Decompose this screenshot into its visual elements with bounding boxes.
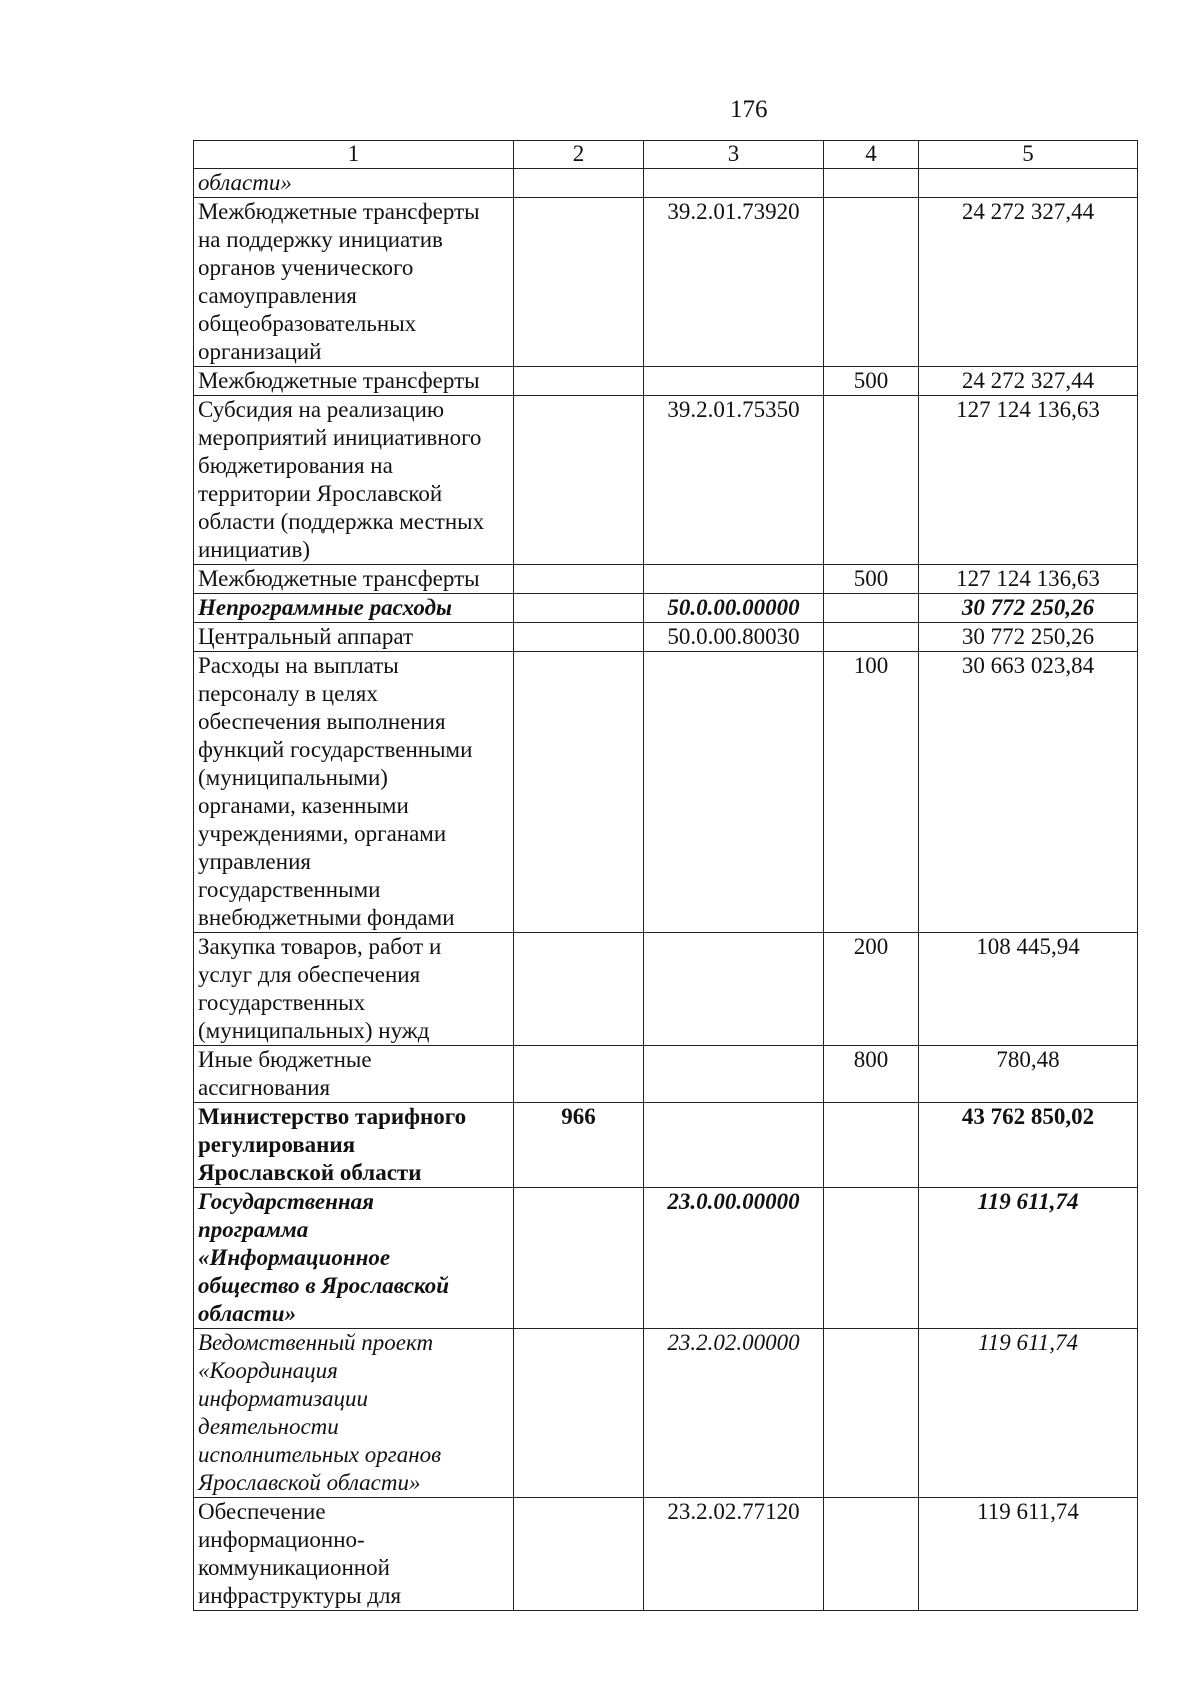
row-name-cell: Министерство тарифного регулирования Ярославской области xyxy=(194,1103,514,1188)
row-name-cell: Государственная программа «Информационное общество в Ярославской области» xyxy=(194,1188,514,1329)
row-department-code-cell xyxy=(514,933,644,1046)
row-department-code-cell xyxy=(514,594,644,623)
row-amount-cell: 108 445,94 xyxy=(919,933,1138,1046)
row-department-code-cell xyxy=(514,367,644,396)
row-department-code-cell: 966 xyxy=(514,1103,644,1188)
row-name-cell: Ведомственный проект «Координация информатизации деятельности исполнительных органов Ярославской области» xyxy=(194,1329,514,1498)
page-number-text: 176 xyxy=(730,96,768,123)
row-target-article-cell: 39.2.01.75350 xyxy=(644,396,824,565)
row-expense-type-cell xyxy=(824,1103,919,1188)
row-name-cell: Субсидия на реализацию мероприятий инициативного бюджетирования на территории Ярославской области (поддержка местных инициатив) xyxy=(194,396,514,565)
table-row xyxy=(194,1188,1138,1329)
table-row xyxy=(194,652,1138,933)
row-expense-type-cell: 800 xyxy=(824,1046,919,1103)
row-amount-cell: 24 272 327,44 xyxy=(919,198,1138,367)
row-department-code-cell xyxy=(514,1329,644,1498)
row-amount-cell: 43 762 850,02 xyxy=(919,1103,1138,1188)
header-cell-5: 5 xyxy=(919,141,1138,169)
row-amount-cell: 30 663 023,84 xyxy=(919,652,1138,933)
row-expense-type-cell xyxy=(824,623,919,652)
row-target-article-cell xyxy=(644,652,824,933)
row-name-cell: Межбюджетные трансферты xyxy=(194,565,514,594)
row-name-cell: Закупка товаров, работ и услуг для обеспечения государственных (муниципальных) нужд xyxy=(194,933,514,1046)
budget-table-body xyxy=(194,141,1138,1611)
row-target-article-cell xyxy=(644,367,824,396)
row-name-cell: Обеспечение информационно- коммуникационной инфраструктуры для xyxy=(194,1498,514,1611)
row-expense-type-cell xyxy=(824,1498,919,1611)
table-row xyxy=(194,198,1138,367)
row-target-article-cell xyxy=(644,933,824,1046)
row-target-article-cell: 50.0.00.80030 xyxy=(644,623,824,652)
table-row xyxy=(194,1329,1138,1498)
row-department-code-cell xyxy=(514,1188,644,1329)
row-target-article-cell: 23.2.02.00000 xyxy=(644,1329,824,1498)
row-name-cell: Непрограммные расходы xyxy=(194,594,514,623)
row-target-article-cell: 23.2.02.77120 xyxy=(644,1498,824,1611)
row-target-article-cell xyxy=(644,565,824,594)
header-cell-3: 3 xyxy=(644,141,824,169)
row-target-article-cell: 50.0.00.00000 xyxy=(644,594,824,623)
row-department-code-cell xyxy=(514,198,644,367)
table-row xyxy=(194,594,1138,623)
row-amount-cell: 30 772 250,26 xyxy=(919,623,1138,652)
table-row xyxy=(194,565,1138,594)
row-department-code-cell xyxy=(514,396,644,565)
row-amount-cell xyxy=(919,169,1138,198)
header-cell-2: 2 xyxy=(514,141,644,169)
row-department-code-cell xyxy=(514,1498,644,1611)
row-amount-cell: 119 611,74 xyxy=(919,1188,1138,1329)
row-expense-type-cell: 100 xyxy=(824,652,919,933)
row-name-cell: Иные бюджетные ассигнования xyxy=(194,1046,514,1103)
row-name-cell: Центральный аппарат xyxy=(194,623,514,652)
row-amount-cell: 127 124 136,63 xyxy=(919,565,1138,594)
row-amount-cell: 780,48 xyxy=(919,1046,1138,1103)
row-department-code-cell xyxy=(514,565,644,594)
row-amount-cell: 30 772 250,26 xyxy=(919,594,1138,623)
row-name-cell: Межбюджетные трансферты xyxy=(194,367,514,396)
row-expense-type-cell xyxy=(824,1329,919,1498)
row-amount-cell: 119 611,74 xyxy=(919,1498,1138,1611)
table-row xyxy=(194,623,1138,652)
row-name-cell: Межбюджетные трансферты на поддержку инициатив органов ученического самоуправления общеобразовательных организаций xyxy=(194,198,514,367)
row-department-code-cell xyxy=(514,652,644,933)
row-department-code-cell xyxy=(514,169,644,198)
row-target-article-cell xyxy=(644,1103,824,1188)
row-expense-type-cell: 500 xyxy=(824,367,919,396)
table-row xyxy=(194,169,1138,198)
budget-table xyxy=(193,140,1138,1611)
row-target-article-cell: 39.2.01.73920 xyxy=(644,198,824,367)
row-expense-type-cell: 200 xyxy=(824,933,919,1046)
row-expense-type-cell: 500 xyxy=(824,565,919,594)
row-expense-type-cell xyxy=(824,169,919,198)
table-row xyxy=(194,1498,1138,1611)
row-expense-type-cell xyxy=(824,396,919,565)
header-cell-1: 1 xyxy=(194,141,514,169)
row-name-cell: области» xyxy=(194,169,514,198)
table-row xyxy=(194,933,1138,1046)
row-amount-cell: 24 272 327,44 xyxy=(919,367,1138,396)
table-row xyxy=(194,396,1138,565)
table-row xyxy=(194,1103,1138,1188)
row-target-article-cell xyxy=(644,1046,824,1103)
row-expense-type-cell xyxy=(824,198,919,367)
row-target-article-cell xyxy=(644,169,824,198)
row-target-article-cell: 23.0.00.00000 xyxy=(644,1188,824,1329)
row-amount-cell: 119 611,74 xyxy=(919,1329,1138,1498)
table-row xyxy=(194,367,1138,396)
table-row xyxy=(194,1046,1138,1103)
row-department-code-cell xyxy=(514,1046,644,1103)
row-expense-type-cell xyxy=(824,594,919,623)
row-department-code-cell xyxy=(514,623,644,652)
row-name-cell: Расходы на выплаты персоналу в целях обеспечения выполнения функций государственными (муниципальными) органами, казенными учреждениями, органами управления государственными внебюджетными фондами xyxy=(194,652,514,933)
table-header-row xyxy=(194,141,1138,169)
row-amount-cell: 127 124 136,63 xyxy=(919,396,1138,565)
header-cell-4: 4 xyxy=(824,141,919,169)
row-expense-type-cell xyxy=(824,1188,919,1329)
